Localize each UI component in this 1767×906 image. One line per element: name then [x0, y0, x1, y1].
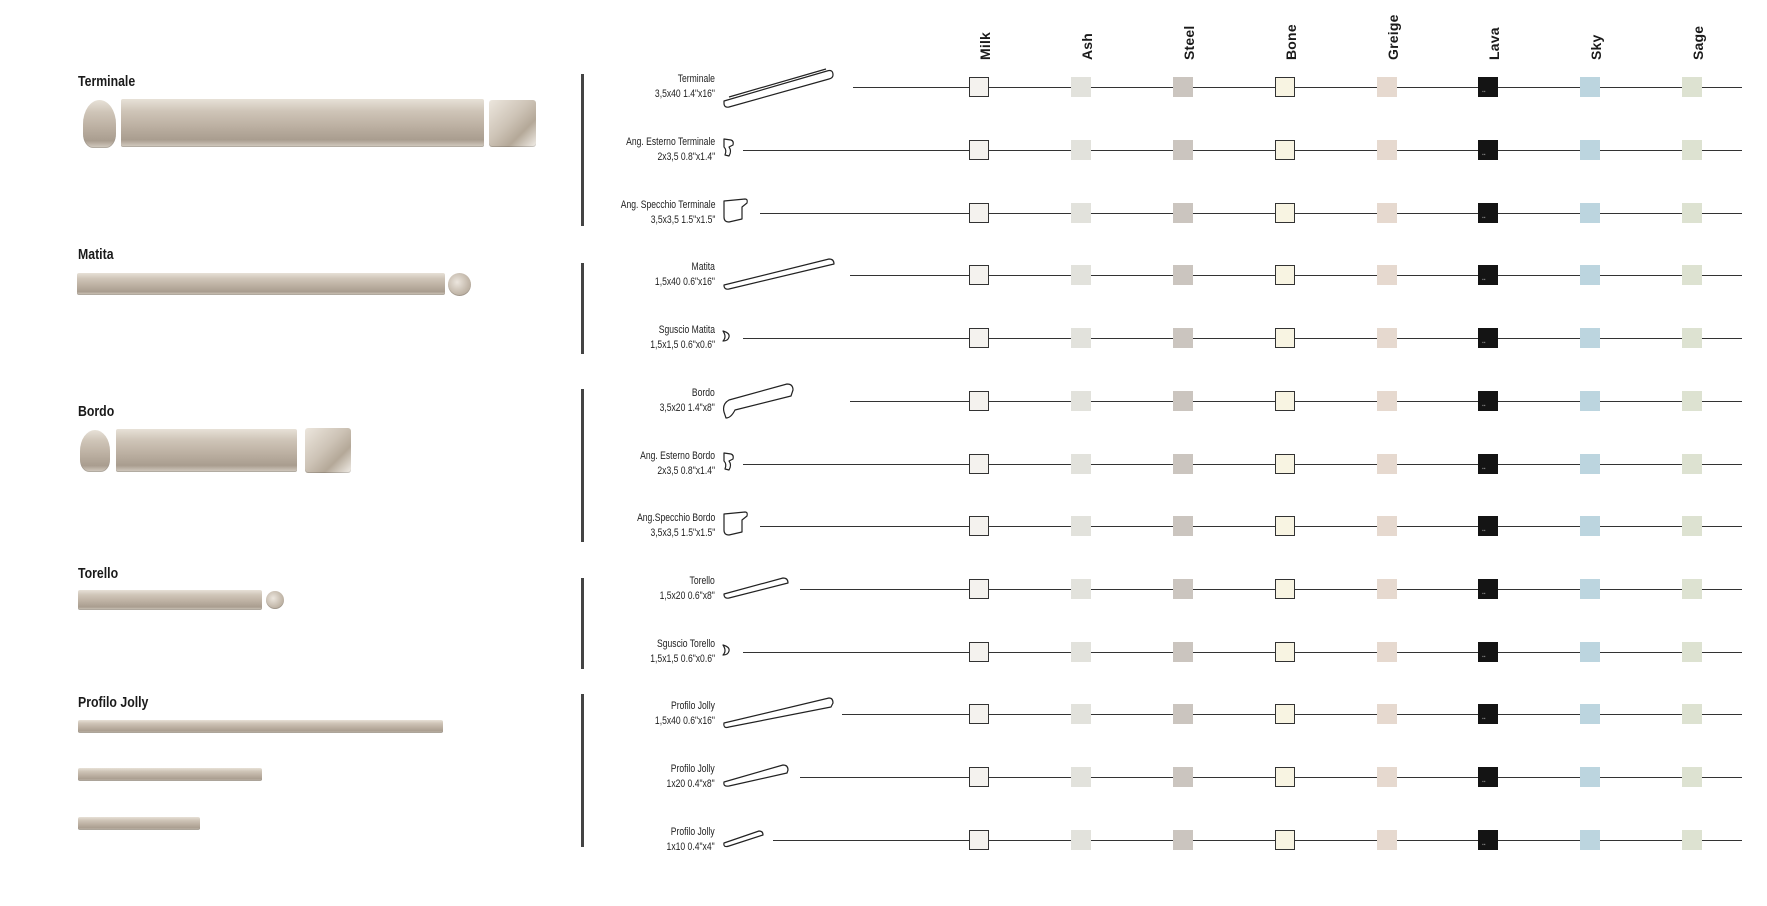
swatch-milk	[969, 642, 989, 662]
swatch-steel	[1173, 391, 1193, 411]
swatch-bone	[1275, 516, 1295, 536]
swatch-sky	[1580, 391, 1600, 411]
swatch-sage	[1682, 265, 1702, 285]
row-name: Profilo Jolly	[671, 763, 715, 775]
swatch-sky	[1580, 454, 1600, 474]
swatch-sky	[1580, 830, 1600, 850]
swatch-greige	[1377, 77, 1397, 97]
row-size: 1,5x40 0.6"x16"	[655, 715, 715, 727]
swatch-sage	[1682, 391, 1702, 411]
swatch-milk	[969, 454, 989, 474]
swatch-milk	[969, 579, 989, 599]
swatch-steel	[1173, 140, 1193, 160]
row-code-profilo-jolly	[667, 825, 715, 855]
terminale-bar-image	[121, 99, 484, 147]
family-title-terminale: Terminale	[78, 73, 136, 90]
swatch-greige	[1377, 767, 1397, 787]
swatch-ash	[1071, 579, 1091, 599]
row-size: 3,5x3,5 1.5"x1.5"	[650, 214, 715, 226]
swatch-milk	[969, 391, 989, 411]
swatch-bone	[1275, 140, 1295, 160]
swatch-bone	[1275, 642, 1295, 662]
row-size: 1,5x20 0.6"x8"	[659, 590, 715, 602]
swatch-sage	[1682, 767, 1702, 787]
bordo-corner-image	[305, 428, 351, 473]
swatch-steel	[1173, 203, 1193, 223]
swatch-ash	[1071, 642, 1091, 662]
row-name: Bordo	[692, 387, 715, 399]
swatch-sage	[1682, 642, 1702, 662]
color-header-sky: Sky	[1588, 34, 1604, 60]
swatch-sage	[1682, 454, 1702, 474]
row-code-matita	[655, 260, 715, 290]
row-size: 3,5x20 1.4"x8"	[659, 402, 715, 414]
swatch-milk	[969, 77, 989, 97]
row-leader-line	[800, 589, 1742, 590]
swatch-bone	[1275, 77, 1295, 97]
row-profile-drawing	[721, 574, 791, 605]
row-code-profilo-jolly	[655, 699, 715, 729]
color-header-steel: Steel	[1181, 25, 1197, 60]
row-code-ang-specchio-terminale	[620, 198, 715, 228]
swatch-lava	[1478, 642, 1498, 662]
row-size: 2x3,5 0.8"x1.4"	[657, 465, 715, 477]
swatch-milk	[969, 265, 989, 285]
row-name: Matita	[691, 261, 715, 273]
swatch-sky	[1580, 265, 1600, 285]
row-size: 1x20 0.4"x8"	[666, 778, 715, 790]
swatch-lava	[1478, 454, 1498, 474]
swatch-steel	[1173, 642, 1193, 662]
swatch-ash	[1071, 767, 1091, 787]
swatch-sage	[1682, 203, 1702, 223]
swatch-ash	[1071, 830, 1091, 850]
row-size: 1,5x40 0.6"x16"	[655, 276, 715, 288]
row-profile-drawing	[721, 378, 796, 425]
swatch-sky	[1580, 767, 1600, 787]
row-size: 1,5x1,5 0.6"x0.6"	[650, 339, 715, 351]
swatch-bone	[1275, 203, 1295, 223]
matita-bar-image	[77, 273, 445, 295]
row-size: 1,5x1,5 0.6"x0.6"	[650, 653, 715, 665]
swatch-greige	[1377, 704, 1397, 724]
jolly-short-bar-image	[78, 817, 200, 830]
row-profile-drawing	[721, 827, 766, 854]
swatch-milk	[969, 767, 989, 787]
swatch-lava	[1478, 704, 1498, 724]
swatch-sky	[1580, 704, 1600, 724]
group-bracket-matita	[581, 263, 584, 354]
swatch-milk	[969, 830, 989, 850]
swatch-bone	[1275, 265, 1295, 285]
swatch-sage	[1682, 77, 1702, 97]
swatch-sky	[1580, 203, 1600, 223]
swatch-greige	[1377, 140, 1397, 160]
swatch-greige	[1377, 203, 1397, 223]
row-size: 2x3,5 0.8"x1.4"	[657, 151, 715, 163]
swatch-bone	[1275, 830, 1295, 850]
swatch-lava	[1478, 77, 1498, 97]
swatch-lava	[1478, 203, 1498, 223]
terminale-end-cap-image	[83, 100, 116, 148]
row-code-bordo	[660, 386, 715, 416]
row-leader-line	[800, 777, 1742, 778]
swatch-greige	[1377, 265, 1397, 285]
swatch-sage	[1682, 328, 1702, 348]
swatch-ash	[1071, 77, 1091, 97]
group-bracket-profilo-jolly	[581, 694, 584, 847]
swatch-steel	[1173, 77, 1193, 97]
row-code-torello	[660, 574, 715, 604]
swatch-ash	[1071, 704, 1091, 724]
row-size: 3,5x3,5 1.5"x1.5"	[650, 527, 715, 539]
color-header-milk: Milk	[977, 31, 993, 60]
row-profile-drawing	[721, 329, 731, 348]
row-name: Sguscio Torello	[656, 638, 715, 650]
row-code-sguscio-torello	[650, 637, 715, 667]
row-code-profilo-jolly	[667, 762, 715, 792]
group-bracket-terminale	[581, 74, 584, 226]
group-bracket-torello	[581, 578, 584, 669]
swatch-ash	[1071, 265, 1091, 285]
swatch-bone	[1275, 704, 1295, 724]
row-name: Ang. Specchio Terminale	[620, 199, 715, 211]
row-name: Sguscio Matita	[658, 324, 715, 336]
row-size: 1x10 0.4"x4"	[666, 841, 715, 853]
swatch-ash	[1071, 140, 1091, 160]
swatch-greige	[1377, 516, 1397, 536]
swatch-steel	[1173, 704, 1193, 724]
row-name: Torello	[689, 575, 715, 587]
row-profile-drawing	[721, 137, 735, 164]
swatch-greige	[1377, 391, 1397, 411]
swatch-steel	[1173, 265, 1193, 285]
swatch-bone	[1275, 454, 1295, 474]
row-code-ang-esterno-bordo	[640, 449, 715, 479]
swatch-sky	[1580, 77, 1600, 97]
swatch-sage	[1682, 516, 1702, 536]
terminale-corner-image	[489, 100, 536, 147]
swatch-steel	[1173, 516, 1193, 536]
swatch-milk	[969, 140, 989, 160]
swatch-ash	[1071, 328, 1091, 348]
row-code-sguscio-matita	[650, 323, 715, 353]
swatch-sky	[1580, 140, 1600, 160]
row-name: Ang.Specchio Bordo	[636, 512, 715, 524]
family-title-bordo: Bordo	[78, 403, 115, 420]
swatch-bone	[1275, 328, 1295, 348]
row-code-terminale	[655, 72, 715, 102]
row-name: Profilo Jolly	[671, 826, 715, 838]
swatch-ash	[1071, 391, 1091, 411]
swatch-steel	[1173, 328, 1193, 348]
swatch-milk	[969, 516, 989, 536]
color-header-ash: Ash	[1079, 32, 1095, 60]
swatch-greige	[1377, 328, 1397, 348]
swatch-lava	[1478, 767, 1498, 787]
row-code-ang-specchio-bordo	[637, 511, 715, 541]
swatch-greige	[1377, 579, 1397, 599]
color-header-greige: Greige	[1385, 14, 1401, 60]
family-title-matita: Matita	[78, 246, 114, 263]
color-header-lava: Lava	[1486, 27, 1502, 60]
swatch-steel	[1173, 454, 1193, 474]
swatch-sage	[1682, 704, 1702, 724]
swatch-sky	[1580, 328, 1600, 348]
row-size: 3,5x40 1.4"x16"	[655, 88, 715, 100]
row-profile-drawing	[721, 695, 836, 734]
color-header-bone: Bone	[1283, 24, 1299, 60]
swatch-lava	[1478, 265, 1498, 285]
swatch-lava	[1478, 391, 1498, 411]
torello-round-end-image	[266, 591, 284, 609]
swatch-ash	[1071, 516, 1091, 536]
swatch-sage	[1682, 140, 1702, 160]
jolly-long-bar-image	[78, 720, 443, 733]
swatch-bone	[1275, 767, 1295, 787]
row-profile-drawing	[721, 255, 836, 296]
row-name: Ang. Esterno Bordo	[640, 450, 715, 462]
row-name: Terminale	[677, 73, 715, 85]
swatch-sage	[1682, 830, 1702, 850]
swatch-greige	[1377, 830, 1397, 850]
swatch-lava	[1478, 328, 1498, 348]
color-header-sage: Sage	[1690, 25, 1706, 60]
swatch-greige	[1377, 454, 1397, 474]
family-title-profilo-jolly: Profilo Jolly	[78, 694, 149, 711]
row-profile-drawing	[721, 643, 731, 662]
swatch-lava	[1478, 516, 1498, 536]
swatch-lava	[1478, 579, 1498, 599]
swatch-steel	[1173, 767, 1193, 787]
row-profile-drawing	[721, 451, 735, 478]
matita-round-end-image	[448, 273, 471, 296]
swatch-lava	[1478, 830, 1498, 850]
swatch-milk	[969, 203, 989, 223]
swatch-ash	[1071, 203, 1091, 223]
family-title-torello: Torello	[78, 565, 119, 582]
swatch-sage	[1682, 579, 1702, 599]
torello-bar-image	[78, 590, 262, 610]
swatch-milk	[969, 704, 989, 724]
row-profile-drawing	[721, 63, 836, 113]
swatch-sky	[1580, 579, 1600, 599]
swatch-steel	[1173, 830, 1193, 850]
row-profile-drawing	[721, 762, 791, 793]
swatch-sky	[1580, 642, 1600, 662]
row-profile-drawing	[721, 197, 749, 230]
row-profile-drawing	[721, 510, 749, 543]
swatch-milk	[969, 328, 989, 348]
swatch-sky	[1580, 516, 1600, 536]
swatch-lava	[1478, 140, 1498, 160]
swatch-ash	[1071, 454, 1091, 474]
bordo-end-cap-image	[80, 430, 110, 472]
row-name: Ang. Esterno Terminale	[625, 136, 715, 148]
group-bracket-bordo	[581, 389, 584, 542]
swatch-bone	[1275, 391, 1295, 411]
swatch-steel	[1173, 579, 1193, 599]
bordo-bar-image	[116, 429, 297, 472]
swatch-greige	[1377, 642, 1397, 662]
jolly-mid-bar-image	[78, 768, 262, 781]
row-code-ang-esterno-terminale	[626, 135, 715, 165]
swatch-bone	[1275, 579, 1295, 599]
row-name: Profilo Jolly	[671, 700, 715, 712]
